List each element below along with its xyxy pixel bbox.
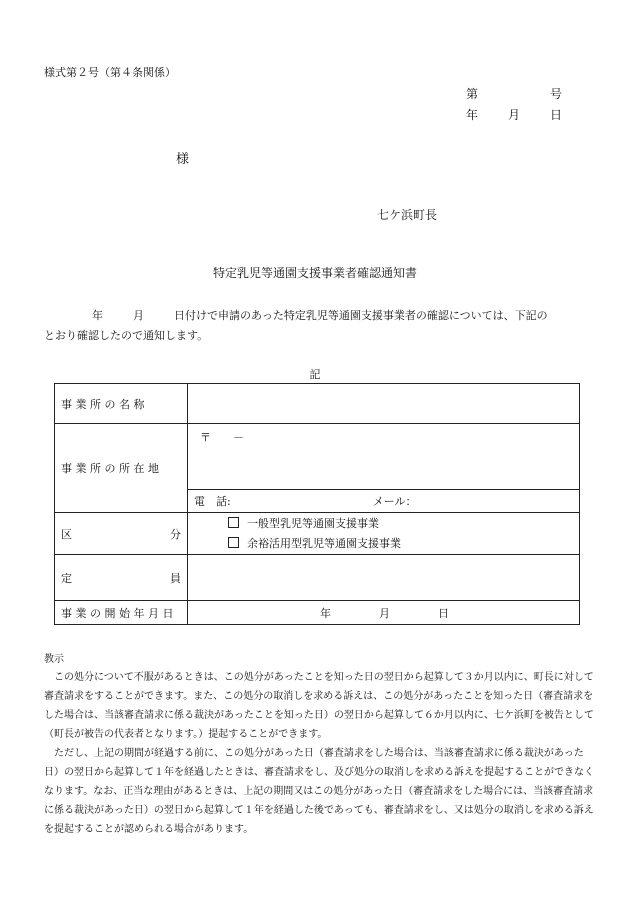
notice-paragraph-1: この処分について不服があるときは、この処分があったことを知った日の翌日から起算して３か月以内に、町長に対して審査請求をすることができます。また、この処分の取消しを求める訴えは、この処分があったことを知った日（審査請求をした場合は、当該審査請求に係る裁決があったことを知った日）の翌日から起算して６か月以内に、七ケ浜町を被告として（町長が被告の代表者となります。）提起することができます。 xyxy=(44,672,594,740)
name-value[interactable] xyxy=(188,384,580,424)
capacity-label xyxy=(55,555,188,601)
doc-date-month: 月 xyxy=(507,108,520,122)
document-number xyxy=(466,86,562,102)
table-row xyxy=(55,601,580,625)
category-option-surplus[interactable]: 余裕活用型乳児等通園支援事業 xyxy=(228,534,573,554)
start-year: 年 xyxy=(320,606,331,620)
name-label: 事 業 所 の 名 称 xyxy=(55,384,188,424)
notice-text xyxy=(44,668,594,839)
doc-number-prefix: 第 xyxy=(466,87,479,101)
location-value[interactable] xyxy=(188,424,580,490)
addressee: 様 xyxy=(176,152,190,167)
body-text: 日付けで申請のあった特定乳児等通園支援事業者の確認については、下記の xyxy=(174,309,548,322)
start-date-label: 事 業 の 開 始 年 月 日 xyxy=(55,601,188,625)
postal-mark: 〒 － xyxy=(200,431,244,444)
info-table xyxy=(54,383,580,625)
category-option-general[interactable]: 一般型乳児等通園支援事業 xyxy=(228,514,573,534)
table-row xyxy=(55,513,580,555)
category-label-a: 区 xyxy=(61,527,72,541)
body-text-line2: とおり確認したので通知します。 xyxy=(44,329,209,342)
body-paragraph xyxy=(44,306,590,346)
checkbox-icon[interactable] xyxy=(228,537,239,548)
capacity-label-b: 員 xyxy=(170,571,181,585)
doc-date-year: 年 xyxy=(466,108,479,122)
doc-number-suffix: 号 xyxy=(549,87,562,101)
checkbox-icon[interactable] xyxy=(228,517,239,528)
start-day: 日 xyxy=(438,606,449,620)
category-label xyxy=(55,513,188,555)
phone-label: 電 話: xyxy=(194,495,231,508)
start-date-value[interactable] xyxy=(188,601,580,625)
notice-paragraph-2: ただし、上記の期間が経過する前に、この処分があった日（審査請求をした場合は、当該審査請求に係る裁決があった日）の翌日から起算して１年を経過したときは、審査請求をし、及び処分の取消しを求める訴えを提起することができなくなります。なお、正当な理由があるときは、上記の期間又はこの処分があった日（審査請求をした場合には、当該審査請求に係る裁決があった日）の翌日から起算して１年を経過した後であっても、審査請求をし、又は処分の取消しを求める訴えを提起することが認められる場合があります。 xyxy=(44,748,594,835)
body-month: 月 xyxy=(133,309,144,322)
doc-date-day: 日 xyxy=(549,108,562,122)
location-label: 事 業 所 の 所 在 地 xyxy=(55,424,188,513)
capacity-value[interactable] xyxy=(188,555,580,601)
document-title: 特定乳児等通園支援事業者確認通知書 xyxy=(212,266,417,280)
category-options xyxy=(188,513,580,555)
ki-heading: 記 xyxy=(309,368,321,381)
table-row xyxy=(55,424,580,490)
body-year: 年 xyxy=(92,309,103,322)
email-label: メール： xyxy=(372,495,417,508)
table-row xyxy=(55,555,580,601)
form-label: 様式第２号（第４条関係） xyxy=(44,66,176,79)
category-label-b: 分 xyxy=(170,527,181,541)
issuer: 七ケ浜町長 xyxy=(377,208,438,222)
start-month: 月 xyxy=(379,606,390,620)
capacity-label-a: 定 xyxy=(61,571,72,585)
document-date xyxy=(466,107,562,123)
contact-cell xyxy=(188,490,580,513)
notice-heading: 教示 xyxy=(44,654,64,665)
table-row xyxy=(55,384,580,424)
